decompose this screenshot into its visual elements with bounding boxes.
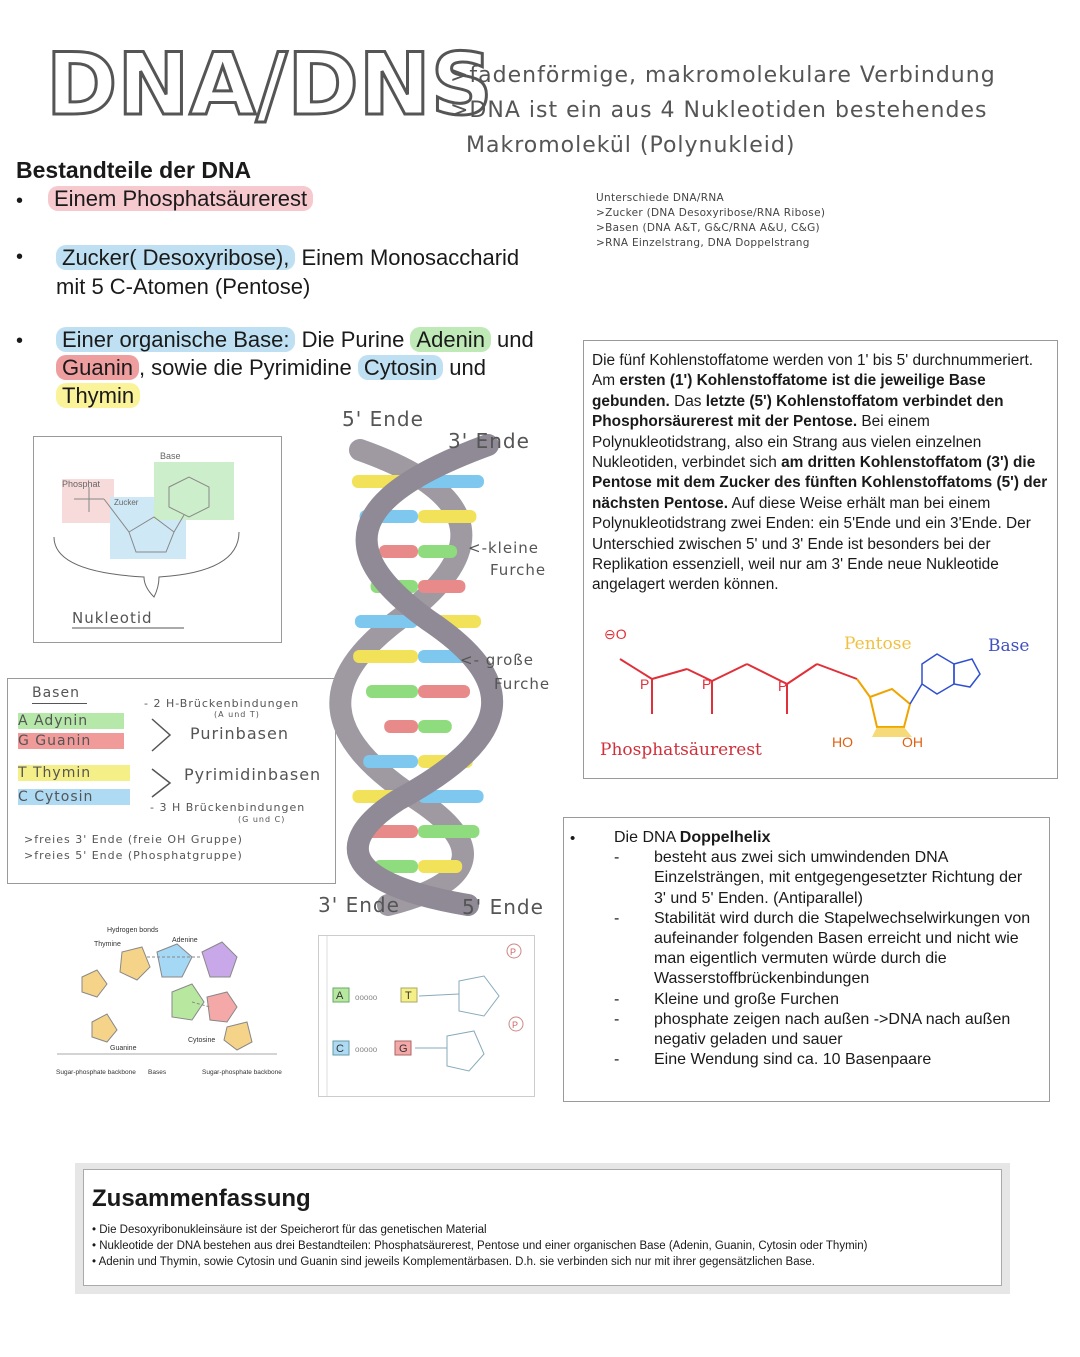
helix-info-title-a: Die DNA [614, 829, 680, 846]
component-sugar-line2: mit 5 C-Atomen (Pentose) [56, 274, 311, 299]
ladder-diagram [318, 935, 535, 1097]
components-heading: Bestandteile der DNA [16, 157, 252, 183]
h2-bonds: - 2 H-Brückenbindungen [144, 697, 300, 710]
info-bold-3: am dritten Kohlenstoffatom (3') die Pentose mit dem Zucker des fünften Kohlenstoffatoms (5') der nächsten Pentose. [592, 454, 1048, 512]
component-base-adenin: Adenin [410, 327, 491, 352]
helix-5-end-bottom: 5' Ende [462, 895, 544, 919]
h3-bonds: - 3 H Brückenbindungen [150, 801, 306, 814]
component-base [56, 326, 566, 410]
h3-bonds-sub: (G und C) [238, 815, 286, 824]
base-region [154, 462, 234, 520]
component-base-cytosin: Cytosin [358, 355, 443, 380]
summary-item: • Nukleotide der DNA bestehen aus drei Bestandteilen: Phosphatsäurerest, Pentose und einer organischen Base (Adenin, Guanin, Cytosin oder Thymin) [92, 1240, 868, 1252]
component-sugar-rest: Einem Monosaccharid [295, 245, 520, 270]
summary-item: • Adenin und Thymin, sowie Cytosin und Guanin sind jeweils Komplementärbasen. D.h. sie verbinden sich nur mit ihrer gegensätzlichen Base. [92, 1256, 815, 1268]
differences-title: Unterschiede DNA/RNA [596, 192, 724, 204]
helix-info-title-b: Doppelhelix [679, 829, 771, 846]
svg-text:⊖O: ⊖O [604, 626, 627, 642]
small-groove-2: Furche [490, 561, 547, 579]
bases-label: Bases [148, 1069, 167, 1076]
ladder-t: T [405, 990, 412, 1002]
ladder-p-1: P [510, 947, 517, 957]
pentose-label: Pentose [844, 634, 912, 654]
helix-3-end-bottom: 3' Ende [318, 893, 400, 917]
header-note-1: >fadenförmige, makromolekulare Verbindung [450, 63, 996, 88]
info-text-1: Die fünf Kohlenstoffatome werden von 1' bis 5' durchnummeriert. Am [592, 352, 1034, 390]
base-pair-left [384, 720, 418, 733]
helix-info-item: - Eine Wendung sind ca. 10 Basenpaare [614, 1050, 1034, 1070]
nucleotide-box [33, 436, 282, 643]
summary-item: • Die Desoxyribonukleinsäure ist der Speicherort für das genetischen Material [92, 1224, 487, 1236]
ho-label: HO [832, 734, 853, 750]
carbon-info-box [583, 340, 1058, 779]
adenine-label: Adenine [172, 937, 198, 944]
base-pair-diagram [52, 922, 282, 1092]
purin-label: Purinbasen [190, 724, 289, 743]
double-helix [318, 405, 578, 925]
header-note-3: Makromolekül (Polynukleid) [466, 133, 796, 158]
bases-title: Basen [32, 685, 80, 701]
component-base-guanin: Guanin [56, 355, 139, 380]
carbon-info-text [592, 351, 1052, 596]
component-base-a: Einer organische Base: [56, 327, 295, 352]
differences-note [596, 191, 825, 251]
info-bold-1: ersten (1') Kohlenstoffatome ist die jeweilige Base gebunden. [592, 372, 986, 410]
info-text-3: Bei einem Polynukleotidstrang, also ein Strang aus vielen einzelnen Nukleotiden, verbindet sich [592, 413, 982, 472]
free-5-end: >freies 5' Ende (Phosphatgruppe) [24, 849, 243, 862]
summary-list [92, 1222, 992, 1270]
helix-info-item: - besteht aus zwei sich umwindenden DNA Einzelsträngen, mit entgegengesetzter Richtung der 3' und 5' Enden. (Antiparallel) [614, 848, 1034, 909]
page-title [42, 22, 493, 135]
svg-text:P: P [702, 676, 712, 692]
summary-title: Zusammenfassung [92, 1185, 311, 1212]
helix-drawing [318, 405, 578, 925]
helix-info-item: - phosphate zeigen nach außen ->DNA nach außen negativ geladen und sauer [614, 1010, 1034, 1050]
base-pair-right [418, 860, 462, 873]
base-structure-label: Base [988, 636, 1030, 656]
cytosine-label: Cytosine [188, 1037, 216, 1044]
base-pair-left [379, 545, 418, 558]
pyrimidin-bracket [148, 765, 178, 805]
component-sugar-highlight: Zucker( Desoxyribose), [56, 245, 295, 270]
component-base-c: und [490, 327, 534, 352]
ladder-a: A [336, 990, 344, 1002]
summary-box [83, 1169, 1002, 1286]
base-pair-right [418, 580, 465, 593]
summary-frame [75, 1163, 1010, 1294]
helix-info-content [614, 828, 1034, 1070]
helix-3-end-top: 3' Ende [448, 429, 530, 453]
large-groove-1: <- große [460, 651, 534, 669]
ladder-p-2: P [512, 1020, 519, 1030]
info-text-4: Auf diese Weise erhält man bei einem Polynukleotidstrang zwei Enden: ein 5'Ende und ein 3'Ende. Der Unterschied zwischen 5' und 3' Ende ist besonders bei der Replikation essenziell, weil nur am 3' Ende neue Nukleotide angelagert werden können. [592, 494, 1031, 594]
differences-line-1: >Zucker (DNA Desoxyribose/RNA Ribose) [596, 207, 826, 219]
base-thymin: T Thymin [18, 765, 130, 781]
bullet-2: • [16, 246, 24, 268]
base-pair-right [418, 825, 479, 838]
nucleotide-label: Nukleotid [72, 609, 153, 627]
pyrimidin-label: Pyrimidinbasen [184, 765, 322, 784]
base-pair-drawing [52, 922, 282, 1092]
header-notes [450, 58, 1070, 163]
phosphat-label: Phosphat [62, 479, 101, 489]
base-guanin: G Guanin [18, 733, 124, 749]
oh-label: OH [902, 734, 923, 750]
backbone-label-1: Sugar-phosphate backbone [56, 1069, 136, 1076]
free-3-end: >freies 3' Ende (freie OH Gruppe) [24, 833, 243, 846]
svg-text:ooooo: ooooo [355, 1045, 378, 1054]
base-pair-right [418, 510, 476, 523]
title-text: DNA/DNS [46, 35, 493, 135]
hydrogen-bonds-label: Hydrogen bonds [107, 927, 159, 934]
bullet-3: • [16, 330, 24, 352]
bullet-1: • [16, 190, 24, 212]
component-phosphate-text: Einem Phosphatsäurerest [48, 186, 313, 211]
nucleotide-structure [592, 619, 1052, 769]
base-pair-right [418, 545, 457, 558]
phosphate-structure-label: Phosphatsäurerest [600, 740, 762, 760]
svg-text:ooooo: ooooo [355, 993, 378, 1002]
base-pair-right [418, 720, 452, 733]
thymine-label: Thymine [94, 941, 121, 948]
summary-item-text: Die Desoxyribonukleinsäure ist der Speicherort für das genetischen Material [99, 1224, 487, 1236]
summary-item-text: Adenin und Thymin, sowie Cytosin und Guanin sind jeweils Komplementärbasen. D.h. sie verbinden sich nur mit ihrer gegensätzlichen Base. [98, 1256, 815, 1268]
base-pair-left [366, 685, 418, 698]
helix-5-end-top: 5' Ende [342, 407, 424, 431]
bases-box [7, 678, 336, 884]
base-pair-left [353, 650, 418, 663]
differences-line-3: >RNA Einzelstrang, DNA Doppelstrang [596, 237, 810, 249]
backbone-label-2: Sugar-phosphate backbone [202, 1069, 282, 1076]
helix-info-title [614, 828, 1034, 848]
component-base-thymin: Thymin [56, 383, 140, 408]
info-bold-2: letzte (5') Kohlenstoffatom verbindet den Phosphorsäurerest mit der Pentose. [592, 392, 1004, 431]
nucleotide-diagram [34, 437, 281, 642]
helix-info-bullet: • [570, 830, 576, 847]
component-phosphate [48, 186, 313, 212]
h2-bonds-sub: (A und T) [214, 710, 260, 719]
bases-title-underline [32, 703, 87, 704]
component-base-e: und [443, 355, 487, 380]
large-groove-2: Furche [494, 675, 551, 693]
ladder-c: C [336, 1043, 344, 1055]
helix-info-item: - Stabilität wird durch die Stapelwechselwirkungen von aufeinander folgenden Basen erreicht und nicht wie man eigentlich vermuten würde durch die Wasserstoffbrückenbindungen [614, 909, 1034, 990]
base-label: Base [160, 451, 181, 461]
small-groove-1: <-kleine [468, 539, 539, 557]
base-pair-right [418, 685, 470, 698]
ladder-g: G [399, 1043, 408, 1055]
helix-info-box [563, 817, 1050, 1102]
base-cytosin: C Cytosin [18, 789, 130, 805]
component-base-b: Die Purine [295, 327, 411, 352]
base-pair-left [363, 755, 418, 768]
helix-info-item: - Kleine und große Furchen [614, 990, 1034, 1010]
component-base-d: , sowie die Pyrimidine [138, 355, 358, 380]
helix-info-list [614, 848, 1034, 1070]
title-outline [42, 22, 493, 135]
guanine-label: Guanine [110, 1045, 137, 1052]
header-note-2: >DNA ist ein aus 4 Nukleotiden bestehendes [450, 98, 988, 123]
svg-text:P: P [778, 678, 788, 694]
ladder-drawing [319, 936, 534, 1096]
differences-line-2: >Basen (DNA A&T, G&C/RNA A&U, C&G) [596, 222, 820, 234]
summary-item-text: Nukleotide der DNA bestehen aus drei Bestandteilen: Phosphatsäurerest, Pentose und einer organischen Base (Adenin, Guanin, Cytosin oder Thymin) [99, 1240, 868, 1252]
base-adenin: A Adynin [18, 713, 124, 729]
component-sugar [56, 243, 576, 301]
info-text-2: Das [669, 392, 706, 410]
zucker-label: Zucker [114, 498, 139, 507]
svg-text:P: P [640, 676, 650, 692]
